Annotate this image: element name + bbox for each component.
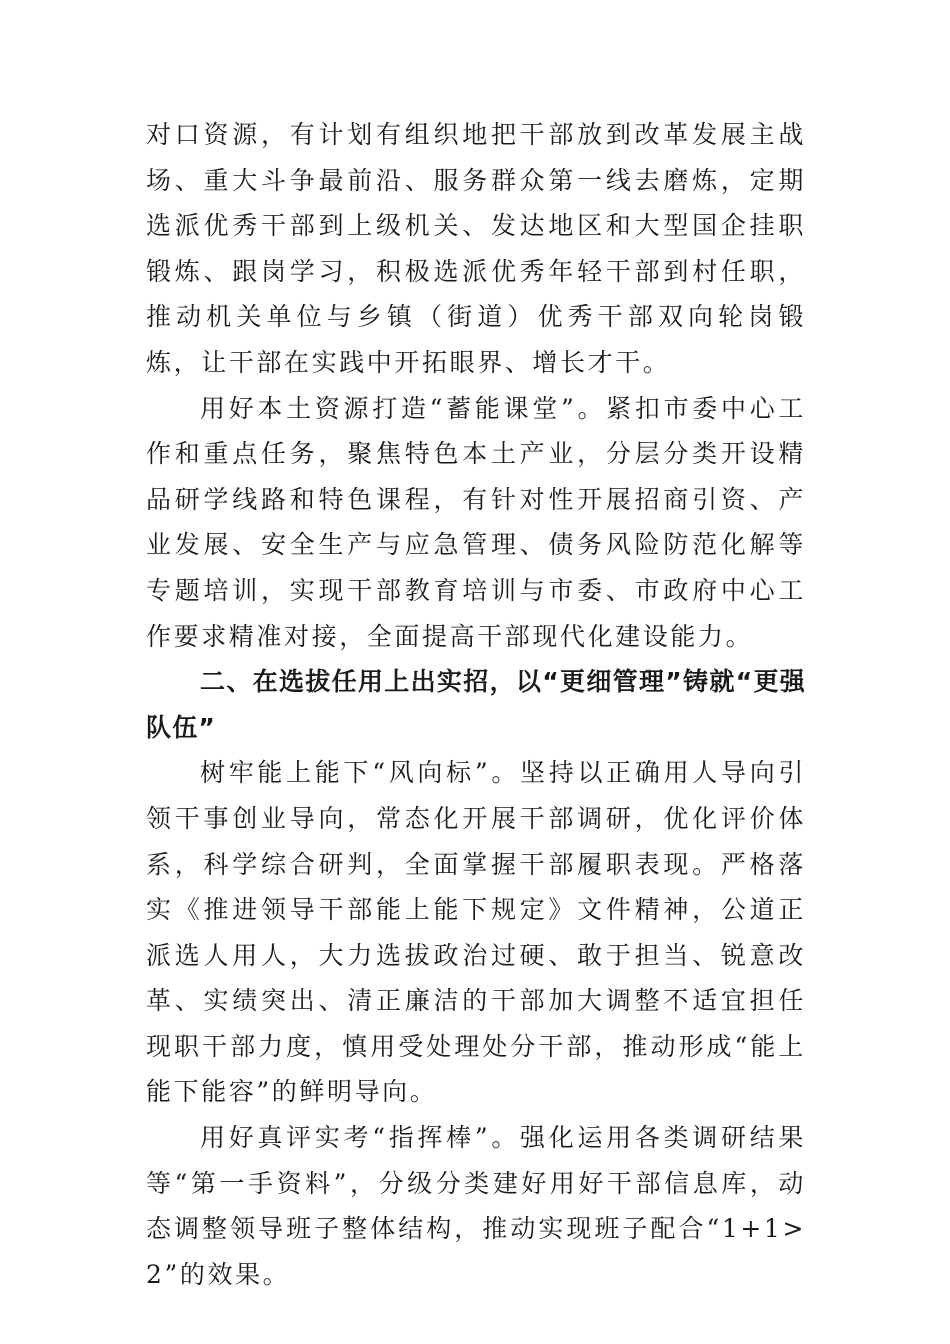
paragraph-evaluation-baton: 用好真评实考“指挥棒”。强化运用各类调研结果等“第一手资料”，分级分类建好用好干部信息库，动态调整领导班子整体结构，推动实现班子配合“1+1>2”的效果。: [146, 1123, 806, 1289]
paragraph-promotion-guidance: 树牢能上能下“风向标”。坚持以正确用人导向引领干事创业导向，常态化开展干部调研，优化评价体系，科学综合研判，全面掌握干部履职表现。严格落实《推进领导干部能上能下规定》文件精神，公道正派选人用人，大力选拔政治过硬、敢于担当、锐意改革、实绩突出、清正廉洁的干部加大调整不适宜担任现职干部力度，慎用受处理处分干部，推动形成“能上能下能容”的鲜明导向。: [146, 758, 806, 1107]
paragraph-local-resources: 用好本土资源打造“蓄能课堂”。紧扣市委中心工作和重点任务，聚焦特色本土产业，分层分类开设精品研学线路和特色课程，有针对性开展招商引资、产业发展、安全生产与应急管理、债务风险防范化解等专题培训，实现干部教育培训与市委、市政府中心工作要求精准对接，全面提高干部现代化建设能力。: [146, 393, 806, 651]
section-heading-two: 二、在选拔任用上出实招，以“更细管理”铸就“更强队伍”: [146, 667, 806, 742]
document-body: [146, 112, 806, 1297]
paragraph-continued: 对口资源，有计划有组织地把干部放到改革发展主战场、重大斗争最前沿、服务群众第一线去磨炼，定期选派优秀干部到上级机关、发达地区和大型国企挂职锻炼、跟岗学习，积极选派优秀年轻干部到村任职，推动机关单位与乡镇（街道）优秀干部双向轮岗锻炼，让干部在实践中开拓眼界、增长才干。: [146, 120, 806, 377]
